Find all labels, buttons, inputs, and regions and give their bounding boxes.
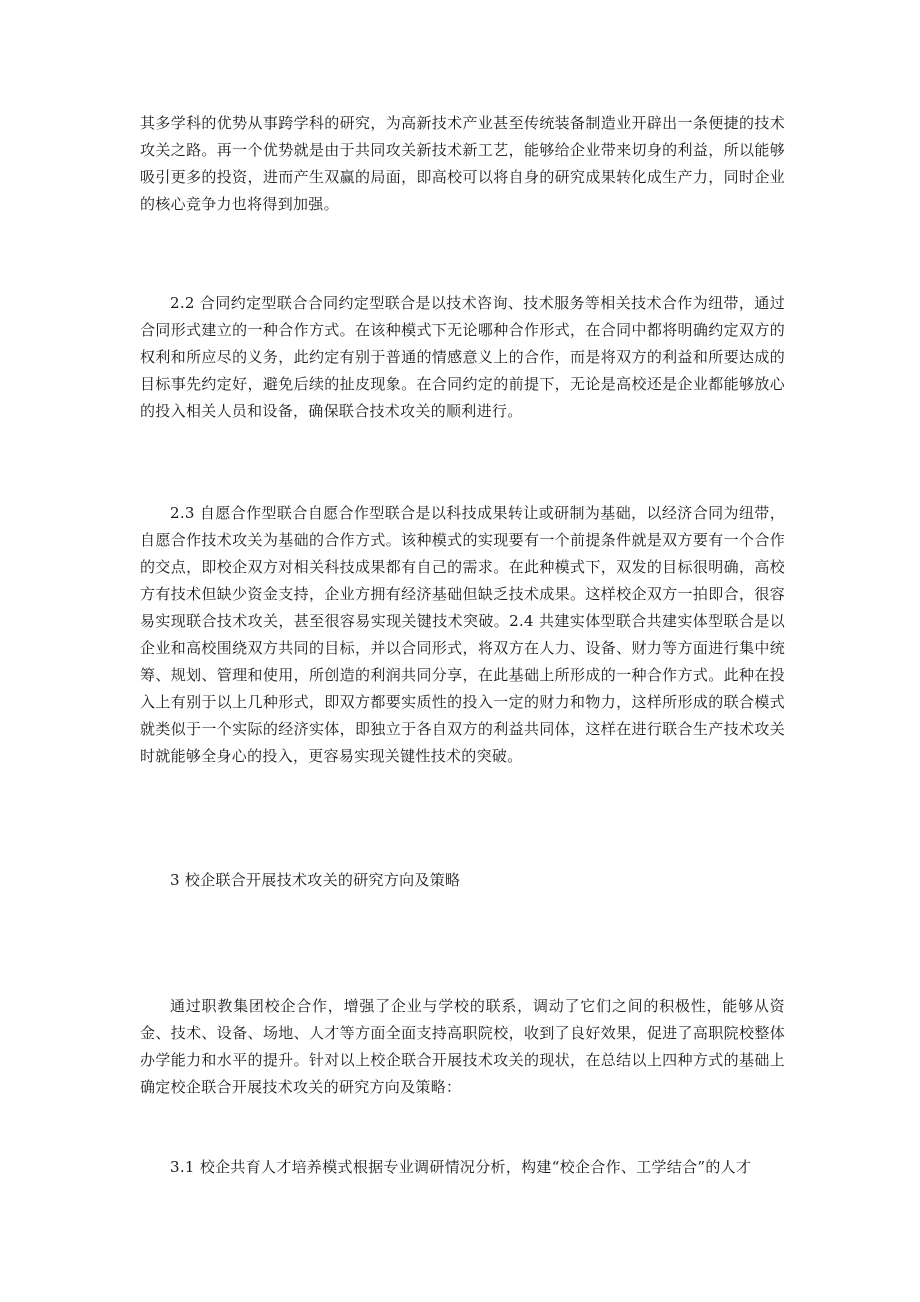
paragraph-section-3-1: 3.1 校企共育人才培养模式根据专业调研情况分析，构建“校企合作、工学结合”的人才	[170, 1158, 752, 1176]
paragraph-section-3-intro: 通过职教集团校企合作，增强了企业与学校的联系，调动了它们之间的积极性，能够从资金、技术、设备、场地、人才等方面全面支持高职院校，收到了良好效果，促进了高职院校整体办学能力和水平的提升。针对以上校企联合开展技术攻关的现状，在总结以上四种方式的基础上确定校企联合开展技术攻关的研究方向及策略：	[140, 997, 785, 1096]
paragraph-intro-continuation: 其多学科的优势从事跨学科的研究，为高新技术产业甚至传统装备制造业开辟出一条便捷的技术攻关之路。再一个优势就是由于共同攻关新技术新工艺，能够给企业带来切身的利益，所以能够吸引更多的投资，进而产生双赢的局面，即高校可以将自身的研究成果转化成生产力，同时企业的核心竞争力也将得到加强。	[140, 114, 785, 213]
section-3-heading: 3 校企联合开展技术攻关的研究方向及策略	[170, 871, 461, 889]
paragraph-section-2-2: 2.2 合同约定型联合合同约定型联合是以技术咨询、技术服务等相关技术合作为纽带，通过合同形式建立的一种合作方式。在该种模式下无论哪种合作形式，在合同中都将明确约定双方的权利和所应尽的义务，此约定有别于普通的情感意义上的合作，而是将双方的利益和所要达成的目标事先约定好，避免后续的扯皮现象。在合同约定的前提下，无论是高校还是企业都能够放心的投入相关人员和设备，确保联合技术攻关的顺利进行。	[140, 294, 785, 420]
paragraph-section-2-3: 2.3 自愿合作型联合自愿合作型联合是以科技成果转让或研制为基础，以经济合同为纽带，自愿合作技术攻关为基础的合作方式。该种模式的实现要有一个前提条件就是双方要有一个合作的交点，即校企双方对相关科技成果都有自己的需求。在此种模式下，双发的目标很明确，高校方有技术但缺少资金支持，企业方拥有经济基础但缺乏技术成果。这样校企双方一拍即合，很容易实现联合技术攻关，甚至很容易实现关键技术突破。2.4 共建实体型联合共建实体型联合是以企业和高校围绕双方共同的目标，并以合同形式，将双方在人力、设备、财力等方面进行集中统筹、规划、管理和使用，所创造的利润共同分享，在此基础上所形成的一种合作方式。此种在投入上有别于以上几种形式，即双方都要实质性的投入一定的财力和物力，这样所形成的联合模式就类似于一个实际的经济实体，即独立于各自双方的利益共同体，这样在进行联合生产技术攻关时就能够全身心的投入，更容易实现关键性技术的突破。	[140, 504, 785, 765]
